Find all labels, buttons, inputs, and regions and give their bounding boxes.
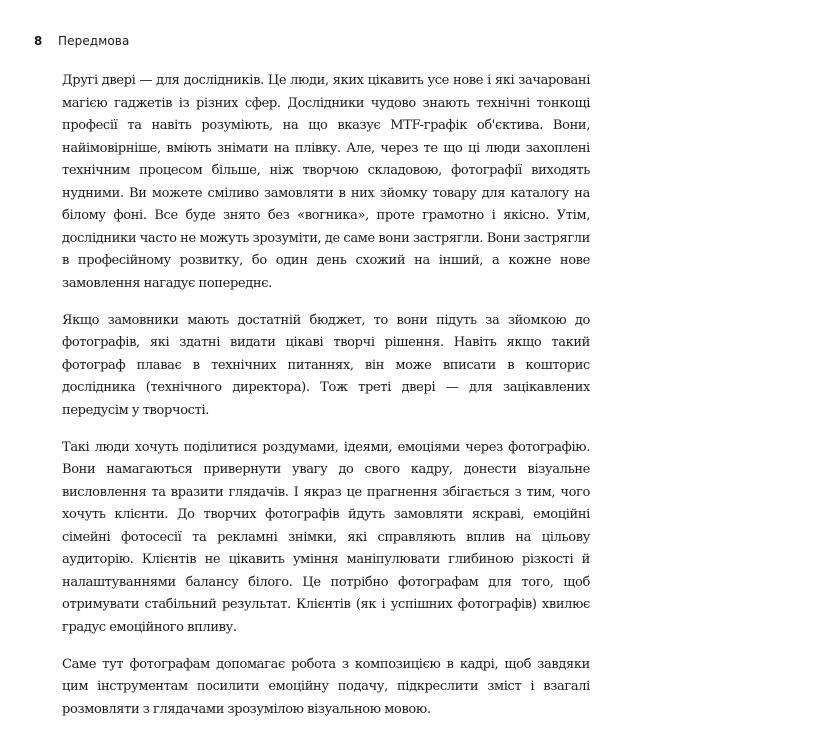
paragraph-2: Якщо замовники мають достатній бюджет, то вони підуть за зйомкою до фотографів, які здатні видати цікаві творчі рішення. Навіть якщо такий фотограф плаває в технічних питаннях, він може вписати в кошторис дослідника (технічного директора). Тож треті двері — для зацікавлених передусім у творчості. (62, 312, 590, 418)
paragraph-4: Саме тут фотографам допомагає робота з композицією в кадрі, щоб завдяки цим інструментам посилити емоційну подачу, підкреслити зміст і взагалі розмовляти з глядачами зрозумілою візуальною мовою. (62, 656, 590, 717)
paragraph-3: Такі люди хочуть поділитися роздумами, ідеями, емоціями через фотографію. Вони намагаються привернути увагу до свого кадру, донести візуальне висловлення та вразити глядачів. І якраз це прагнення збігається з тим, чого хочуть клієнти. До творчих фотографів йдуть замовляти яскраві, емоційні сімейні фотосесії та рекламні знімки, які справляють вплив на цільову аудиторію. Клієнтів не цікавить уміння маніпулювати глибиною різкості й налаштуваннями балансу білого. Це потрібно фотографам для того, щоб отримувати стабільний результат. Клієнтів (як і успішних фотографів) хвилює градус емоційного впливу. (62, 439, 590, 635)
page-number: 8 (34, 34, 43, 48)
running-head (34, 34, 129, 48)
paragraph-1: Другі двері — для дослідників. Це люди, яких цікавить усе нове і які зачаровані магією гаджетів із різних сфер. Дослідники чудово знають технічні тонкощі професії та навіть розуміють, на що вказує MTF-графік об'єктива. Вони, найімовірніше, вміють знімати на плівку. Але, через те що ці люди захоплені технічним процесом більше, ніж творчою складовою, фотографії виходять нудними. Ви можете сміливо замовляти в них зйомку товару для каталогу на білому фоні. Все буде знято без «вогника», проте грамотно і якісно. Утім, дослідники часто не можуть зрозуміти, де саме вони застрягли. Вони застрягли в професійному розвитку, бо один день схожий на інший, а кожне нове замовлення нагадує попереднє. (62, 73, 590, 291)
section-title: Передмова (58, 34, 130, 48)
body-text (62, 70, 590, 736)
